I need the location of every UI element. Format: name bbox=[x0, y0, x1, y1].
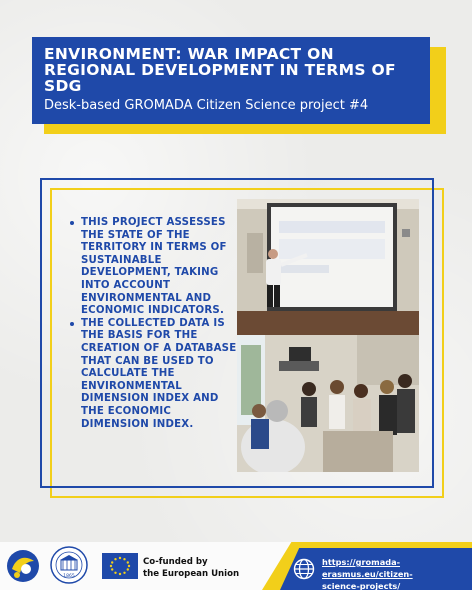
bullet-item: THE COLLECTED DATA IS THE BASIS FOR THE CREATION OF A DATABASE THAT CAN BE USED TO CALCULATE THE ENVIRONMENTAL DIMENSION INDEX AND THE ECONOMIC DIMENSION INDEX. bbox=[70, 318, 240, 431]
photo-group bbox=[237, 335, 419, 472]
eu-flag-icon bbox=[102, 553, 138, 579]
photo-presentation bbox=[237, 199, 419, 335]
gromada-logo bbox=[6, 549, 40, 583]
university-seal-logo bbox=[50, 546, 88, 584]
globe-icon bbox=[293, 558, 315, 580]
bullet-list bbox=[70, 217, 240, 431]
page-subtitle: Desk-based GROMADA Citizen Science project #4 bbox=[44, 98, 369, 113]
seal-year: 1865 bbox=[63, 574, 75, 579]
website-link[interactable] bbox=[322, 556, 467, 590]
website-link-line-2[interactable]: science-projects/ bbox=[322, 581, 401, 590]
cofunded-line-1: Co-funded by bbox=[143, 557, 208, 567]
page-title: ENVIRONMENT: WAR IMPACT ON REGIONAL DEVELOPMENT IN TERMS OF SDG bbox=[44, 45, 396, 95]
cofunded-line-2: the European Union bbox=[143, 569, 240, 579]
bullet-item: THIS PROJECT ASSESSES THE STATE OF THE TERRITORY IN TERMS OF SUSTAINABLE DEVELOPMENT, TAKING INTO ACCOUNT ENVIRONMENTAL AND ECONOMIC INDICATORS. bbox=[70, 217, 240, 318]
header-banner bbox=[32, 37, 430, 124]
website-link-line-1[interactable]: https://gromada-erasmus.eu/citizen- bbox=[322, 557, 413, 579]
cofunded-label bbox=[143, 556, 239, 580]
